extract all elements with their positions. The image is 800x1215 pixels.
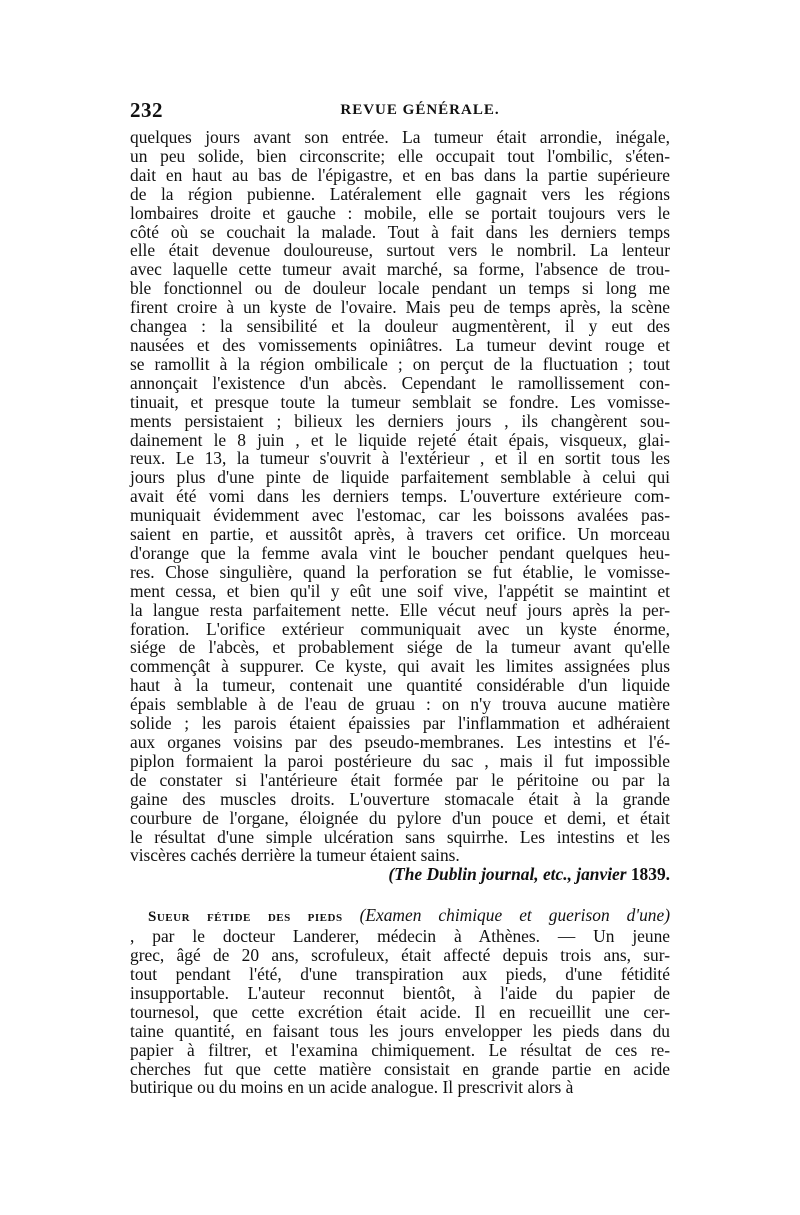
text-line: la langue resta parfaitement nette. Elle vécut neuf jours après la per-	[130, 599, 670, 620]
text-line: , par le docteur Landerer, médecin à Athènes. — Un jeune	[130, 926, 670, 947]
citation-source: (The Dublin journal, etc., janvier	[388, 864, 627, 885]
text-line: cherches fut que cette matière consistait en grande partie en acide	[130, 1058, 670, 1079]
citation	[130, 865, 670, 884]
section-heading: Sueur fétide des pieds	[148, 909, 343, 926]
running-head: REVUE GÉNÉRALE.	[340, 102, 500, 118]
text-line: siége de l'abcès, et probablement siége de la tumeur avant qu'elle	[130, 637, 670, 658]
text-line: firent croire à un kyste de l'ovaire. Mais peu de temps après, la scène	[130, 297, 670, 318]
page-header	[130, 98, 670, 124]
text-line: aux organes voisins par des pseudo-membranes. Les intestins et l'é-	[130, 732, 670, 752]
text-line: butirique ou du moins en un acide analogue. Il prescrivit alors à	[130, 1077, 574, 1098]
body-text	[130, 128, 670, 1097]
text-line: piplon formaient la paroi postérieure du sac , mais il fut impossible	[130, 750, 670, 771]
text-line: quelques jours avant son entrée. La tumeur était arrondie, inégale,	[130, 127, 670, 147]
text-line: épais semblable à de l'eau de gruau : on n'y trouva aucune matière	[130, 694, 670, 715]
text-line: se ramollit à la région ombilicale ; on perçut de la fluctuation ; tout	[130, 353, 670, 374]
text-line: taine quantité, en faisant tous les jours envelopper les pieds dans du	[130, 1020, 670, 1041]
page-number: 232	[130, 98, 163, 122]
text-line: avec laquelle cette tumeur avait marché, sa forme, l'absence de trou-	[130, 259, 670, 280]
text-line: grec, âgé de 20 ans, scrofuleux, était affecté depuis trois ans, sur-	[130, 945, 670, 966]
text-line: d'orange que la femme avala vint le boucher pendant quelques heu-	[130, 542, 670, 563]
text-line: muniquait évidemment avec l'estomac, car les boissons avalées pas-	[130, 505, 670, 526]
text-line: jours plus d'une pinte de liquide parfaitement semblable à celui qui	[130, 467, 670, 488]
text-line: tout pendant l'été, d'une transpiration aux pieds, d'une fétidité	[130, 963, 670, 984]
paragraph-heading-line	[130, 906, 670, 927]
text-line: viscères cachés derrière la tumeur étaient sains.	[130, 845, 460, 866]
text-line: côté où se couchait la malade. Tout à fait dans les derniers temps	[130, 221, 670, 242]
text-line: nausées et des vomissements opiniâtres. La tumeur devint rouge et	[130, 334, 670, 355]
text-line: gaine des muscles droits. L'ouverture stomacale était à la grande	[130, 788, 670, 809]
text-line: insupportable. L'auteur reconnut bientôt, à l'aide du papier de	[130, 982, 670, 1003]
paragraph-case-report	[130, 128, 670, 865]
text-line: elle était devenue douloureuse, surtout vers le nombril. La lenteur	[130, 240, 670, 261]
text-line: lombaires droite et gauche : mobile, elle se portait toujours vers le	[130, 202, 670, 223]
section-gap	[130, 884, 670, 906]
text-line: foration. L'orifice extérieur communiquait avec un kyste énorme,	[130, 618, 670, 639]
section-heading-subtitle: (Examen chimique et guerison d'une)	[342, 905, 670, 926]
text-line: avait été vomi dans les derniers temps. L'ouverture extérieure com-	[130, 486, 670, 507]
text-line: de constater si l'antérieure était formée par le péritoine ou par la	[130, 769, 670, 790]
text-line: ments persistaient ; bilieux les derniers jours , ils changèrent sou-	[130, 410, 670, 431]
text-line: papier à filtrer, et l'examina chimiquement. Le résultat de ces re-	[130, 1039, 670, 1060]
text-line: tinuait, et presque toute la tumeur semblait se fondre. Les vomisse-	[130, 391, 670, 412]
text-line: ble fonctionnel ou de douleur locale pendant un temps si long me	[130, 278, 670, 299]
text-line: commençât à suppurer. Ce kyste, qui avait les limites assignées plus	[130, 656, 670, 677]
text-line: le résultat d'une simple ulcération sans squirrhe. Les intestins et les	[130, 826, 670, 847]
paragraph-sueur-fetide	[130, 906, 670, 1097]
text-line: changea : la sensibilité et la douleur augmentèrent, il y eut des	[130, 316, 670, 337]
text-line: de la région pubienne. Latéralement elle gagnait vers les régions	[130, 183, 670, 204]
text-line: res. Chose singulière, quand la perforation se fut établie, le vomisse-	[130, 561, 670, 582]
text-line: tournesol, que cette excrétion était acide. Il en recueillit une cer-	[130, 1001, 670, 1022]
text-line: reux. Le 13, la tumeur s'ouvrit à l'extérieur , et il en sortit tous les	[130, 448, 670, 469]
text-line: saient en partie, et aussitôt après, à travers cet orifice. Un morceau	[130, 524, 670, 545]
citation-year: 1839.	[626, 864, 670, 885]
text-line: dainement le 8 juin , et le liquide rejeté était épais, visqueux, glai-	[130, 429, 670, 450]
text-line: solide ; les parois étaient épaissies par l'inflammation et adhéraient	[130, 713, 670, 734]
text-line: annonçait l'existence d'un abcès. Cependant le ramollissement con-	[130, 372, 670, 393]
text-line: un peu solide, bien circonscrite; elle occupait tout l'ombilic, s'éten-	[130, 145, 670, 166]
text-line: haut à la tumeur, contenait une quantité considérable d'un liquide	[130, 675, 670, 696]
text-line: dait en haut au bas de l'épigastre, et en bas dans la partie supérieure	[130, 164, 670, 185]
text-line: courbure de l'organe, éloignée du pylore d'un pouce et demi, et était	[130, 807, 670, 828]
text-line: ment cessa, et bien qu'il y eût une soif vive, l'appétit se maintint et	[130, 580, 670, 601]
